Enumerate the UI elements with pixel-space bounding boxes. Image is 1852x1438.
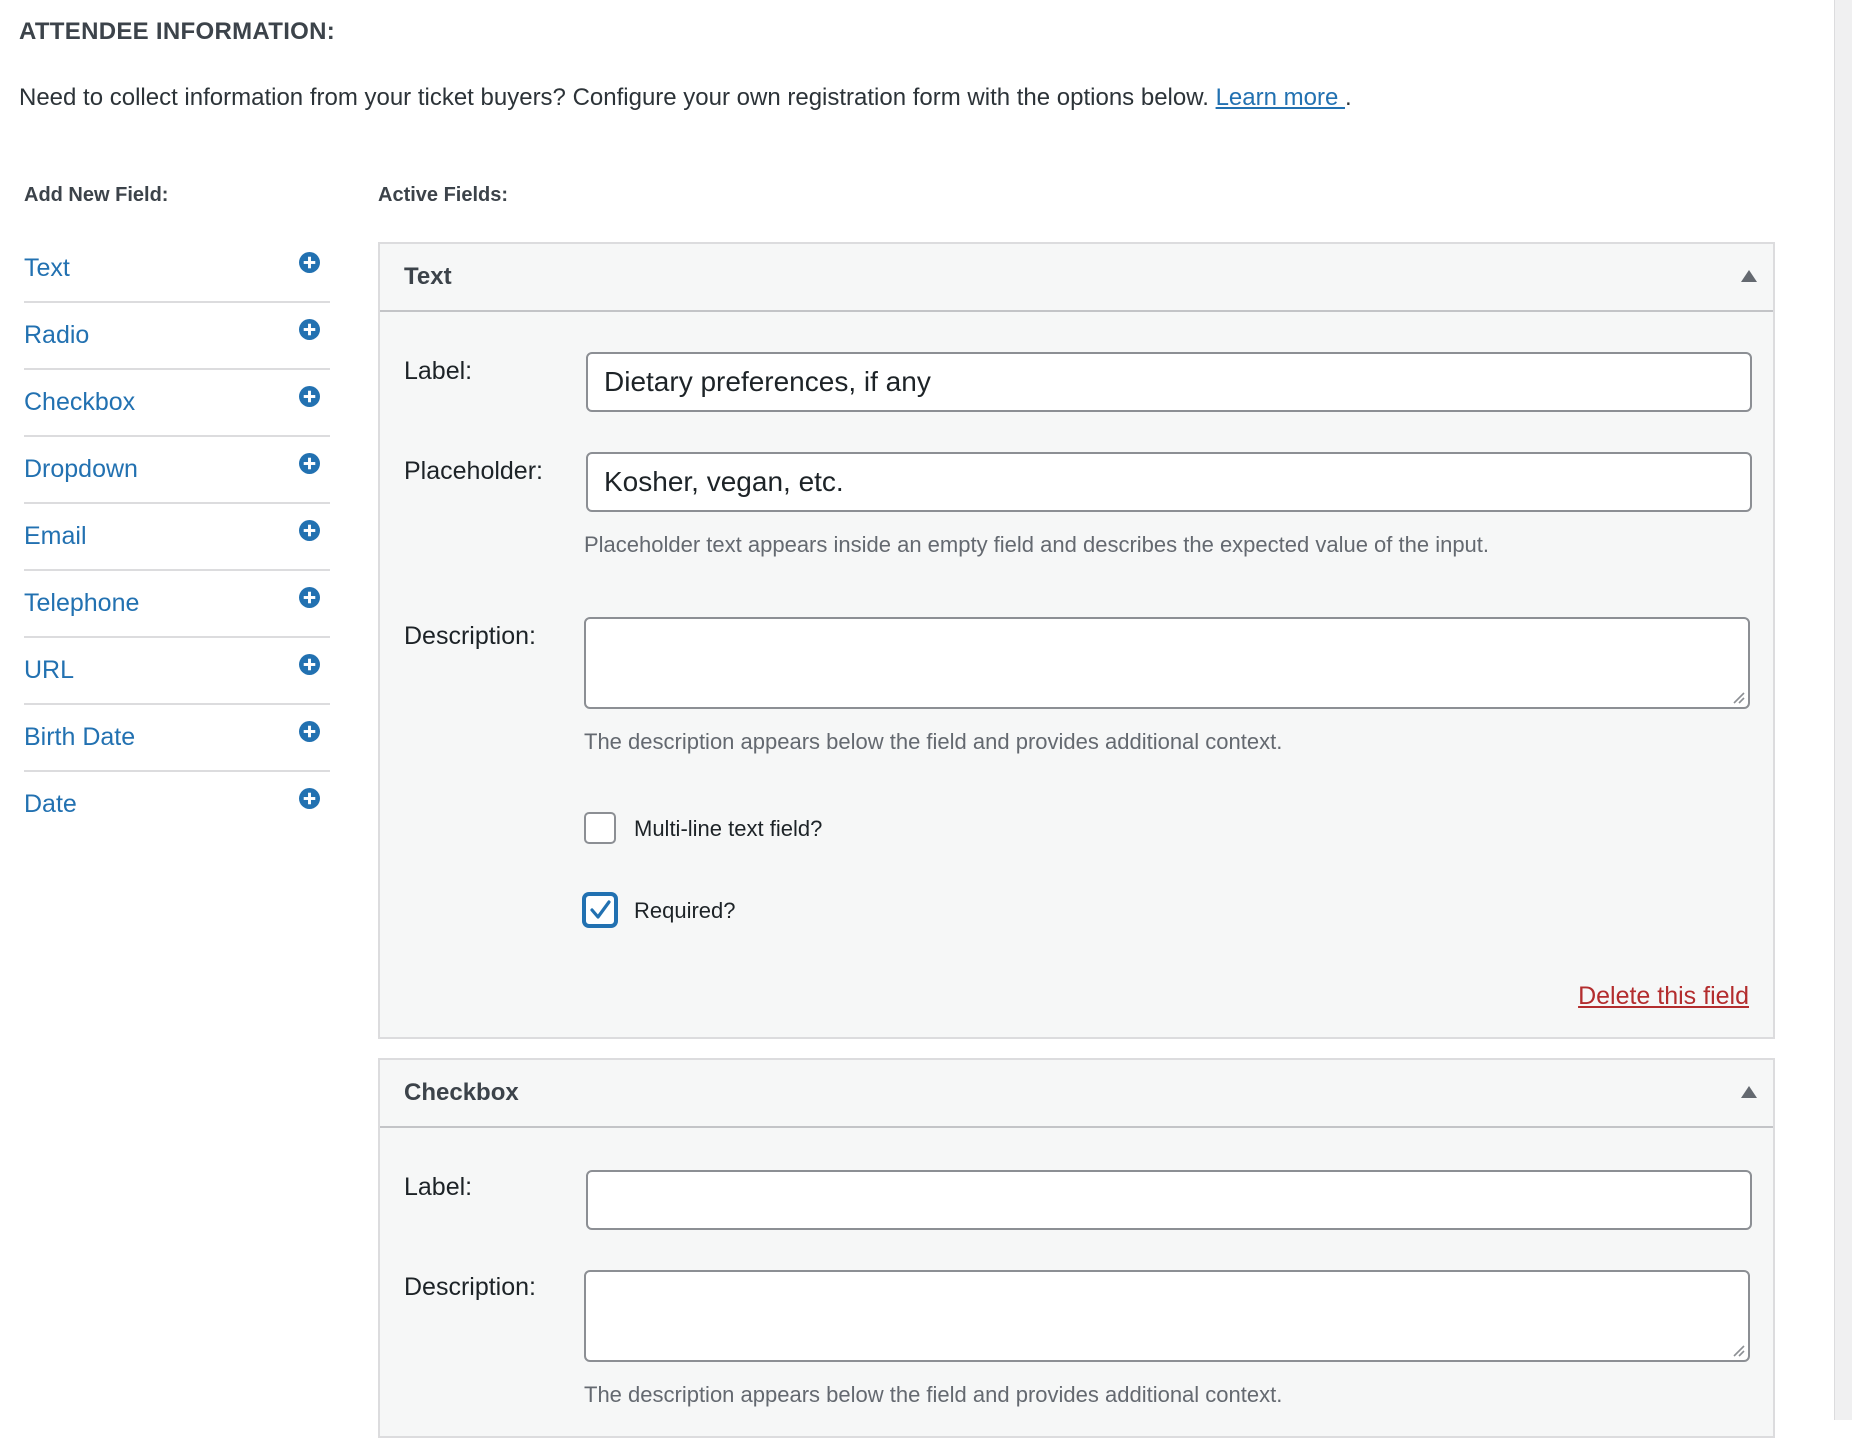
active-field-checkbox-panel bbox=[378, 1058, 1775, 1438]
add-field-dropdown[interactable] bbox=[24, 437, 330, 504]
placeholder-caption: Placeholder: bbox=[404, 457, 543, 485]
multiline-checkbox[interactable] bbox=[584, 812, 616, 844]
add-field-birth-date[interactable] bbox=[24, 705, 330, 772]
plus-circle-icon bbox=[299, 453, 320, 474]
intro-text bbox=[19, 84, 1352, 112]
add-field-email[interactable] bbox=[24, 504, 330, 571]
required-label[interactable]: Required? bbox=[634, 898, 736, 923]
add-field-label: Telephone bbox=[24, 589, 140, 617]
collapse-arrow-icon[interactable] bbox=[1741, 270, 1757, 282]
add-field-label: Checkbox bbox=[24, 388, 136, 416]
add-new-field-heading: Add New Field: bbox=[24, 184, 169, 206]
label-caption: Label: bbox=[404, 1173, 473, 1201]
panel-title: Checkbox bbox=[404, 1079, 519, 1106]
description-hint: The description appears below the field and provides additional context. bbox=[584, 729, 1283, 754]
add-field-radio[interactable] bbox=[24, 303, 330, 370]
description-caption: Description: bbox=[404, 622, 536, 650]
placeholder-input[interactable]: Kosher, vegan, etc. bbox=[586, 452, 1752, 512]
label-input[interactable]: Dietary preferences, if any bbox=[586, 352, 1752, 412]
resize-grip-icon[interactable] bbox=[1731, 1343, 1745, 1357]
panel-header[interactable] bbox=[380, 1060, 1773, 1128]
add-field-date[interactable] bbox=[24, 772, 330, 839]
add-field-telephone[interactable] bbox=[24, 571, 330, 638]
description-textarea[interactable] bbox=[584, 617, 1750, 709]
add-field-url[interactable] bbox=[24, 638, 330, 705]
intro-suffix: . bbox=[1344, 84, 1352, 111]
add-field-list bbox=[24, 236, 330, 839]
add-field-label: Birth Date bbox=[24, 723, 136, 751]
label-input[interactable] bbox=[586, 1170, 1752, 1230]
add-field-label: Dropdown bbox=[24, 455, 138, 483]
plus-circle-icon bbox=[299, 252, 320, 273]
description-hint: The description appears below the field and provides additional context. bbox=[584, 1382, 1283, 1407]
add-field-text[interactable] bbox=[24, 236, 330, 303]
add-field-label: Text bbox=[24, 254, 70, 282]
section-title: ATTENDEE INFORMATION: bbox=[19, 18, 336, 45]
required-checkbox[interactable] bbox=[584, 894, 616, 926]
description-textarea[interactable] bbox=[584, 1270, 1750, 1362]
active-field-text-panel bbox=[378, 242, 1775, 1039]
learn-more-link[interactable]: Learn more bbox=[1215, 84, 1345, 111]
label-caption: Label: bbox=[404, 357, 473, 385]
plus-circle-icon bbox=[299, 386, 320, 407]
plus-circle-icon bbox=[299, 587, 320, 608]
add-field-label: Date bbox=[24, 790, 77, 818]
add-field-label: URL bbox=[24, 656, 75, 684]
intro-sentence: Need to collect information from your ticket buyers? Configure your own registration form with the options below. bbox=[19, 84, 1216, 111]
placeholder-hint: Placeholder text appears inside an empty field and describes the expected value of the input. bbox=[584, 532, 1490, 557]
collapse-arrow-icon[interactable] bbox=[1741, 1086, 1757, 1098]
scrollbar-track[interactable] bbox=[1834, 0, 1852, 1420]
panel-header[interactable] bbox=[380, 244, 1773, 312]
plus-circle-icon bbox=[299, 721, 320, 742]
add-field-label: Radio bbox=[24, 321, 90, 349]
description-caption: Description: bbox=[404, 1273, 536, 1301]
add-field-checkbox[interactable] bbox=[24, 370, 330, 437]
checkmark-icon bbox=[589, 899, 611, 921]
plus-circle-icon bbox=[299, 654, 320, 675]
multiline-label[interactable]: Multi-line text field? bbox=[634, 816, 823, 841]
plus-circle-icon bbox=[299, 520, 320, 541]
plus-circle-icon bbox=[299, 788, 320, 809]
active-fields-heading: Active Fields: bbox=[378, 184, 509, 206]
plus-circle-icon bbox=[299, 319, 320, 340]
panel-title: Text bbox=[404, 263, 452, 290]
add-field-label: Email bbox=[24, 522, 87, 550]
delete-field-link[interactable]: Delete this field bbox=[1578, 982, 1749, 1010]
resize-grip-icon[interactable] bbox=[1731, 690, 1745, 704]
